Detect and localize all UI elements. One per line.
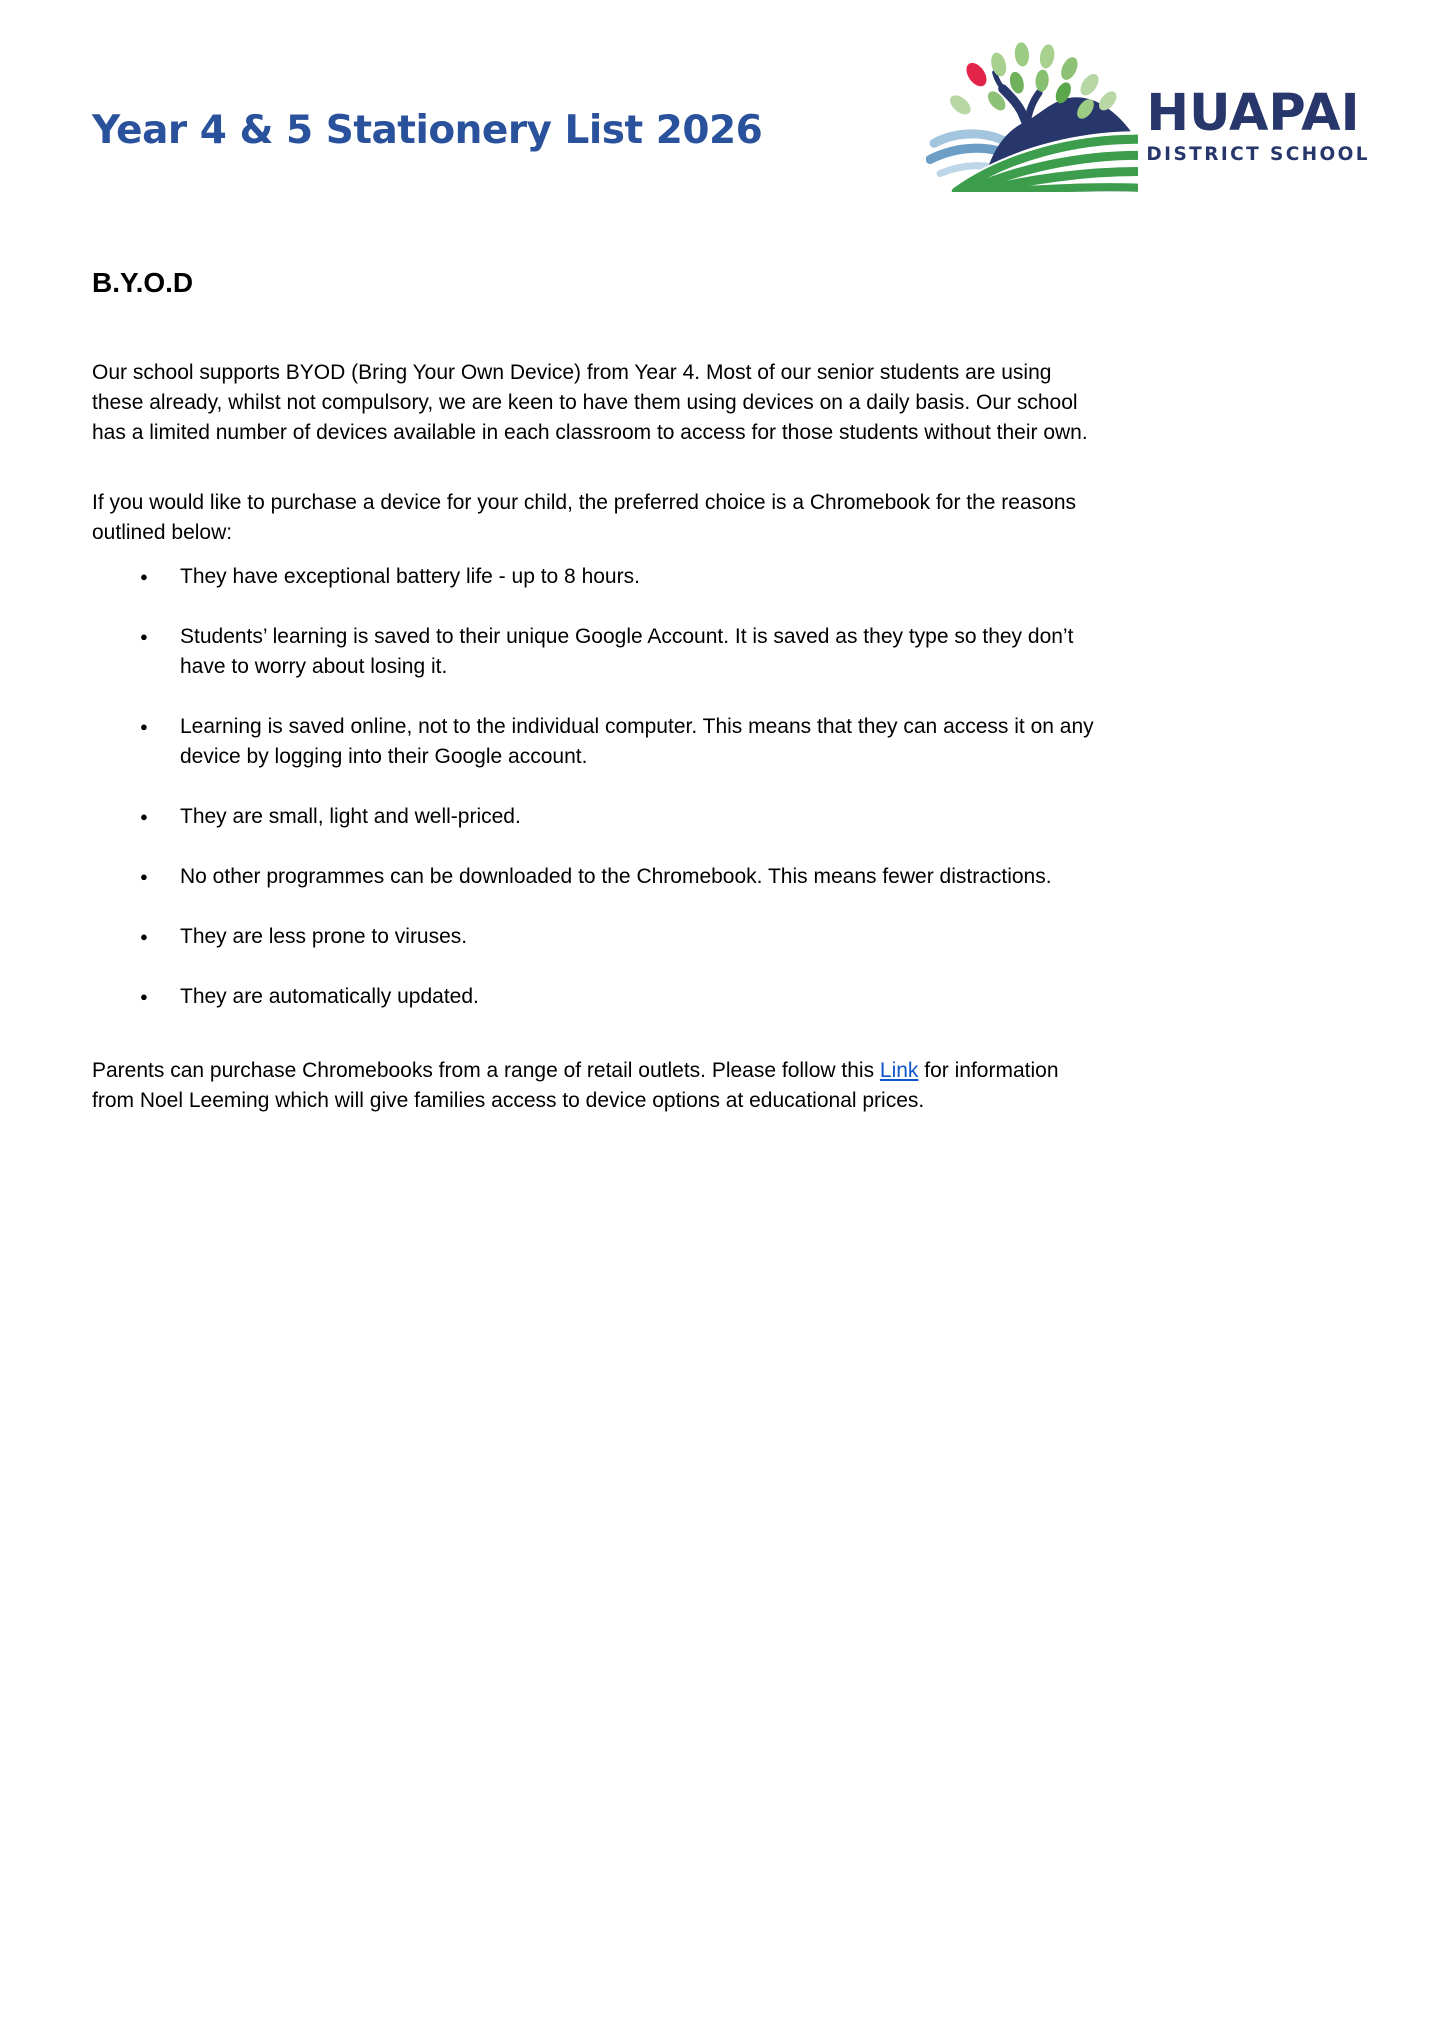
list-item xyxy=(92,862,1094,892)
document-body xyxy=(92,266,1094,1116)
list-item xyxy=(92,922,1094,952)
purchase-info-paragraph xyxy=(92,1056,1094,1116)
list-item-text: ● They are less prone to viruses. xyxy=(180,925,468,948)
list-item xyxy=(92,712,1094,772)
list-item-text: ● They are small, light and well-priced. xyxy=(180,805,521,828)
list-item xyxy=(92,982,1094,1012)
list-item-text: ● They are automatically updated. xyxy=(180,985,479,1008)
list-item xyxy=(92,802,1094,832)
school-subtitle: DISTRICT SCHOOL xyxy=(1146,143,1370,165)
list-item-text: ● Learning is saved online, not to the individual computer. This means that they can access it on any device by logging into their Google account. xyxy=(180,715,1094,768)
school-logo xyxy=(926,42,1370,192)
list-item xyxy=(92,562,1094,592)
outro-text-after-link: for information from Noel Leeming which will give families access to device options at educational prices. xyxy=(92,1059,1059,1112)
noel-leeming-link[interactable]: Link xyxy=(879,1059,919,1082)
school-logo-text xyxy=(1146,70,1370,165)
outro-text-before-link: Parents can purchase Chromebooks from a range of retail outlets. Please follow this xyxy=(92,1059,880,1082)
device-choice-paragraph: If you would like to purchase a device for your child, the preferred choice is a Chromebook for the reasons outlined below: xyxy=(92,491,1077,544)
list-item-text: ● No other programmes can be downloaded to the Chromebook. This means fewer distractions. xyxy=(180,865,1052,888)
page-title: Year 4 & 5 Stationery List 2026 xyxy=(92,108,763,153)
byod-heading: B.Y.O.D xyxy=(92,267,194,298)
list-item xyxy=(92,622,1094,682)
page-header xyxy=(92,42,1370,192)
byod-intro-paragraph: Our school supports BYOD (Bring Your Own Device) from Year 4. Most of our senior students are using these already, whilst not compulsory, we are keen to have them using devices on a daily basis. Our school has a limited number of devices available in each classroom to access for those students without their own. xyxy=(92,361,1088,444)
school-logo-icon xyxy=(926,42,1138,192)
list-item-text: ● They have exceptional battery life - up to 8 hours. xyxy=(180,565,640,588)
list-item-text: ● Students’ learning is saved to their unique Google Account. It is saved as they type so they don’t have to worry about losing it. xyxy=(180,625,1074,678)
chromebook-benefits-list xyxy=(92,562,1094,1012)
school-name: HUAPAI xyxy=(1146,83,1360,143)
